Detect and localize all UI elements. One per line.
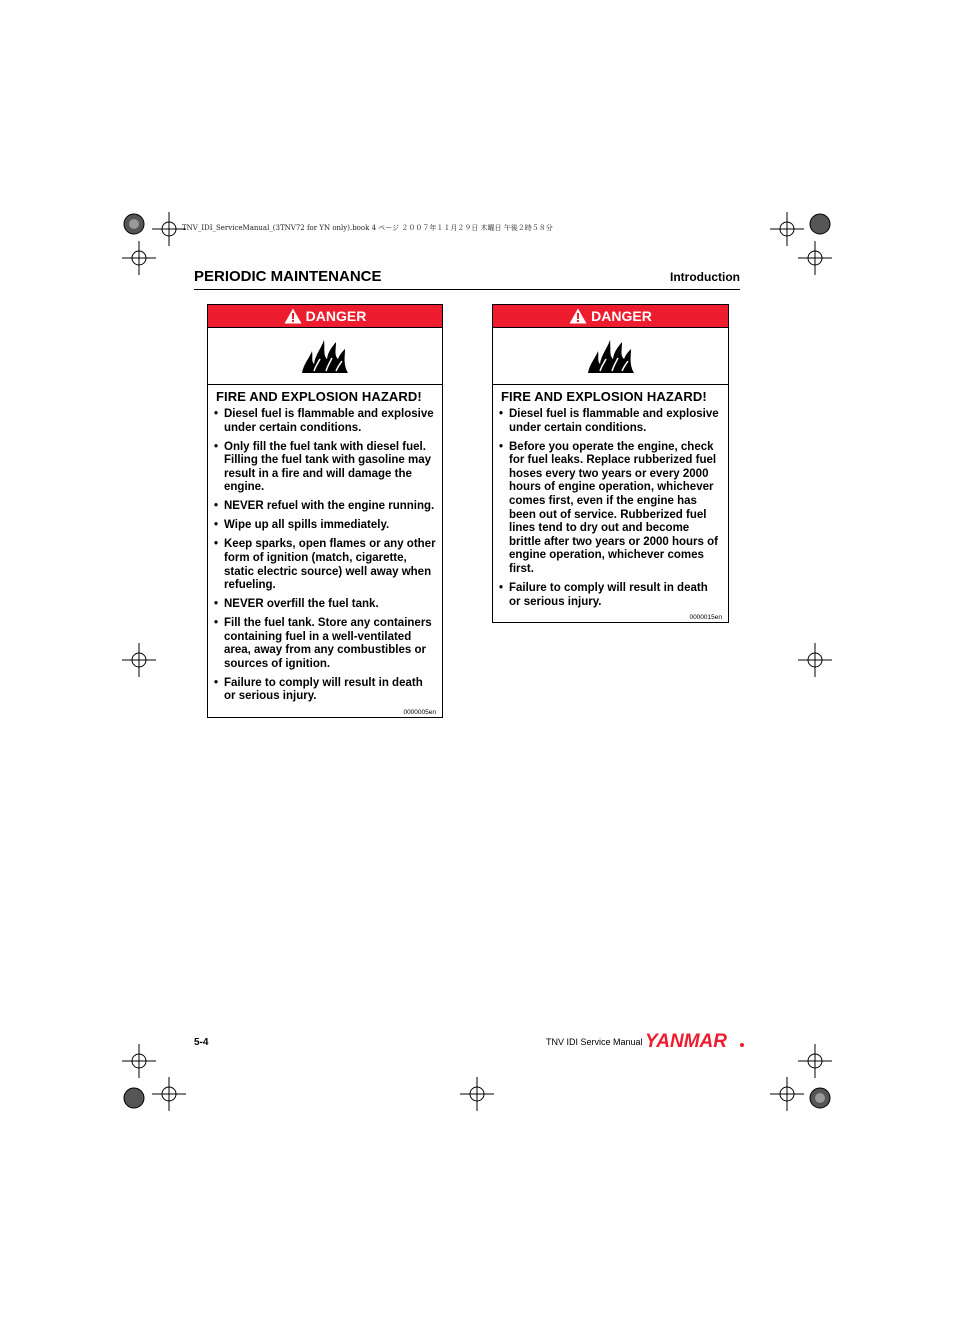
brand-wordmark: YANMAR <box>645 1031 727 1051</box>
hazard-list <box>493 408 728 609</box>
registration-mark-icon <box>122 643 156 677</box>
header-rule <box>194 289 740 290</box>
registration-mark-icon <box>152 212 186 246</box>
section-title: PERIODIC MAINTENANCE <box>194 268 382 285</box>
color-target-icon <box>809 213 831 235</box>
fire-icon <box>300 337 350 375</box>
fire-pictogram <box>493 328 728 385</box>
registration-mark-icon <box>798 643 832 677</box>
registration-mark-icon <box>798 241 832 275</box>
danger-panel-1 <box>207 304 443 718</box>
fire-pictogram <box>208 328 442 385</box>
hazard-list <box>208 408 442 704</box>
print-slug: TNV_IDI_ServiceManual_(3TNV72 for YN only).book 4 ページ ２００７年１１月２９日 木曜日 午後２時５８分 <box>182 224 553 232</box>
danger-header <box>493 305 728 328</box>
color-target-icon <box>123 213 145 235</box>
registration-mark-icon <box>152 1077 186 1111</box>
registered-mark-icon <box>740 1043 744 1047</box>
list-item: • Before you operate the engine, check for fuel leaks. Replace rubberized fuel hoses every two years or every 2000 hours of engine operation, whichever comes first, even if the engine has been out of service. Rubberized fuel lines tend to dry out and become brittle after two years or 2000 hours of engine operation, whichever comes first. <box>499 441 722 577</box>
label-code: 0000005en <box>403 709 436 717</box>
list-item: • Fill the fuel tank. Store any containers containing fuel in a well-ventilated area, away from any combustibles or sources of ignition. <box>214 617 436 671</box>
hazard-title: FIRE AND EXPLOSION HAZARD! <box>216 389 422 404</box>
warning-triangle-icon <box>284 308 302 324</box>
label-code: 0000015en <box>689 614 722 622</box>
page-number: 5-4 <box>194 1037 209 1048</box>
list-item: • NEVER refuel with the engine running. <box>214 500 436 514</box>
manual-title: TNV IDI Service Manual <box>546 1037 643 1047</box>
color-target-icon <box>123 1087 145 1109</box>
list-item: • NEVER overfill the fuel tank. <box>214 598 436 612</box>
fire-icon <box>586 337 636 375</box>
danger-label: DANGER <box>305 308 367 324</box>
hazard-title: FIRE AND EXPLOSION HAZARD! <box>501 389 707 404</box>
registration-mark-icon <box>122 1044 156 1078</box>
list-item: • Failure to comply will result in death or serious injury. <box>499 582 722 609</box>
list-item: • Diesel fuel is flammable and explosive under certain conditions. <box>499 408 722 435</box>
registration-mark-icon <box>798 1044 832 1078</box>
list-item: • Keep sparks, open flames or any other form of ignition (match, cigarette, static electric source) well away when refueling. <box>214 538 436 592</box>
list-item: • Only fill the fuel tank with diesel fuel. Filling the fuel tank with gasoline may result in a fire and will damage the engine. <box>214 441 436 495</box>
registration-mark-icon <box>460 1077 494 1111</box>
registration-mark-icon <box>122 241 156 275</box>
danger-header <box>208 305 442 328</box>
list-item: • Failure to comply will result in death or serious injury. <box>214 677 436 704</box>
subsection-title: Introduction <box>670 270 740 284</box>
registration-mark-icon <box>770 1077 804 1111</box>
list-item: • Diesel fuel is flammable and explosive under certain conditions. <box>214 408 436 435</box>
warning-triangle-icon <box>569 308 587 324</box>
yanmar-logo <box>645 1031 745 1051</box>
danger-panel-2 <box>492 304 729 623</box>
danger-label: DANGER <box>591 308 652 324</box>
list-item: • Wipe up all spills immediately. <box>214 519 436 533</box>
color-target-icon <box>809 1087 831 1109</box>
